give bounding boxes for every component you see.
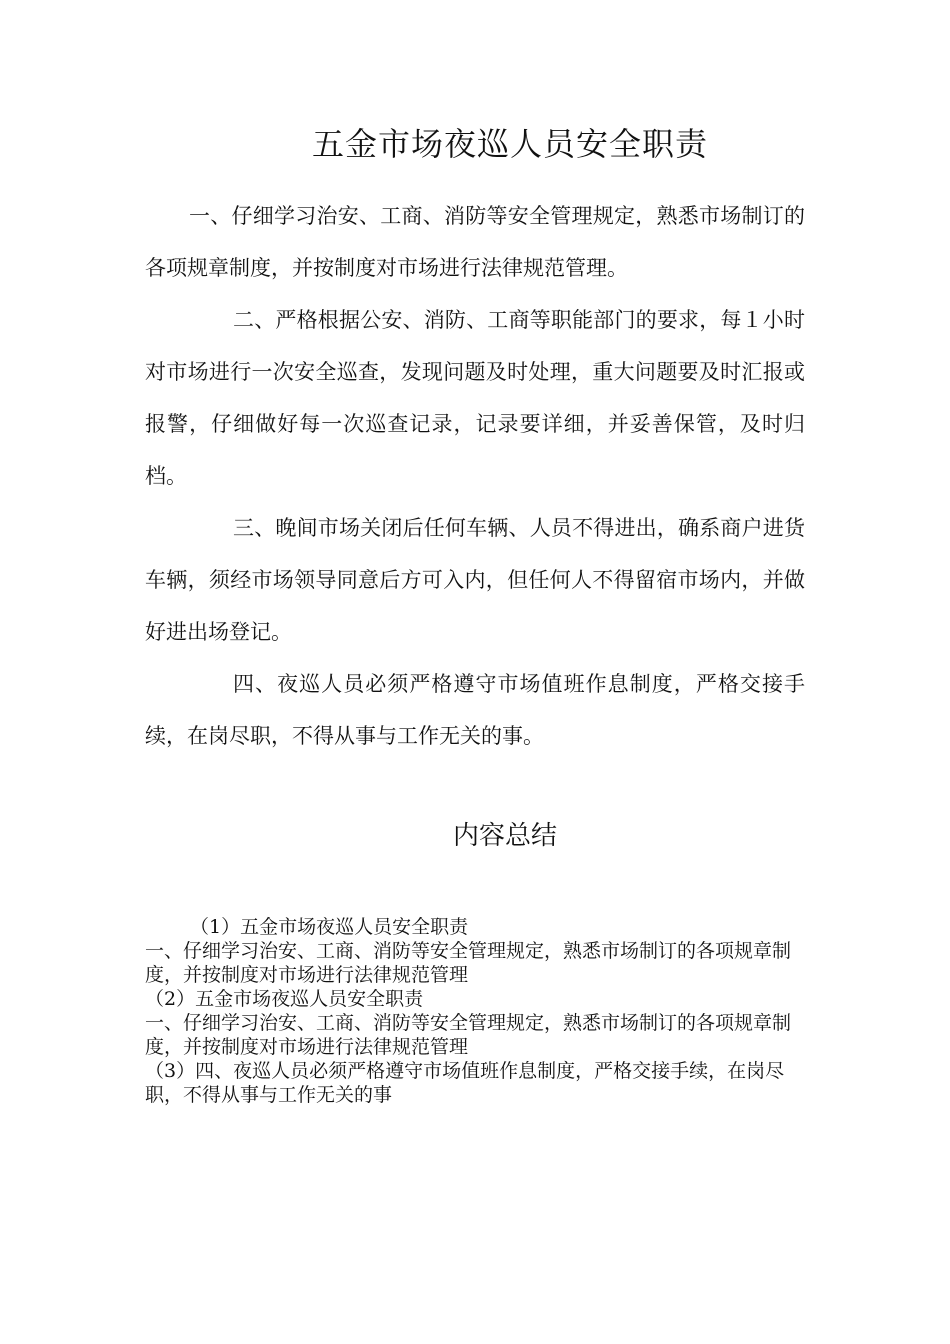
summary-item-text: 一、仔细学习治安、工商、消防等安全管理规定，熟悉市场制订的各项规章制度，并按制度对市场进行法律规范管理 — [145, 940, 792, 986]
summary-item-text: 一、仔细学习治安、工商、消防等安全管理规定，熟悉市场制订的各项规章制度，并按制度对市场进行法律规范管理 — [145, 1012, 792, 1058]
paragraph-2: 二、严格根据公安、消防、工商等职能部门的要求，每１小时对市场进行一次安全巡查，发现问题及时处理，重大问题要及时汇报或报警，仔细做好每一次巡查记录，记录要详细，并妥善保管，及时归档。 — [145, 308, 805, 488]
paragraph-1: 一、仔细学习治安、工商、消防等安全管理规定，熟悉市场制订的各项规章制度，并按制度对市场进行法律规范管理。 — [145, 204, 805, 280]
document-title: 五金市场夜巡人员安全职责 — [311, 125, 708, 163]
summary-section — [145, 915, 805, 1107]
summary-title: 内容总结 — [452, 821, 557, 851]
paragraph-3: 三、晚间市场关闭后任何车辆、人员不得进出，确系商户进货车辆，须经市场领导同意后方可入内，但任何人不得留宿市场内，并做好进出场登记。 — [145, 516, 805, 644]
summary-item-heading: （3）四、夜巡人员必须严格遵守市场值班作息制度，严格交接手续，在岗尽职，不得从事与工作无关的事 — [145, 1060, 785, 1106]
summary-item — [145, 1059, 805, 1107]
summary-item-heading: （1）五金市场夜巡人员安全职责 — [190, 916, 469, 938]
summary-item — [145, 987, 805, 1059]
summary-item — [145, 915, 805, 987]
document-body — [145, 190, 805, 762]
paragraph-4: 四、夜巡人员必须严格遵守市场值班作息制度，严格交接手续，在岗尽职，不得从事与工作无关的事。 — [145, 672, 805, 748]
summary-item-heading: （2）五金市场夜巡人员安全职责 — [145, 988, 424, 1010]
